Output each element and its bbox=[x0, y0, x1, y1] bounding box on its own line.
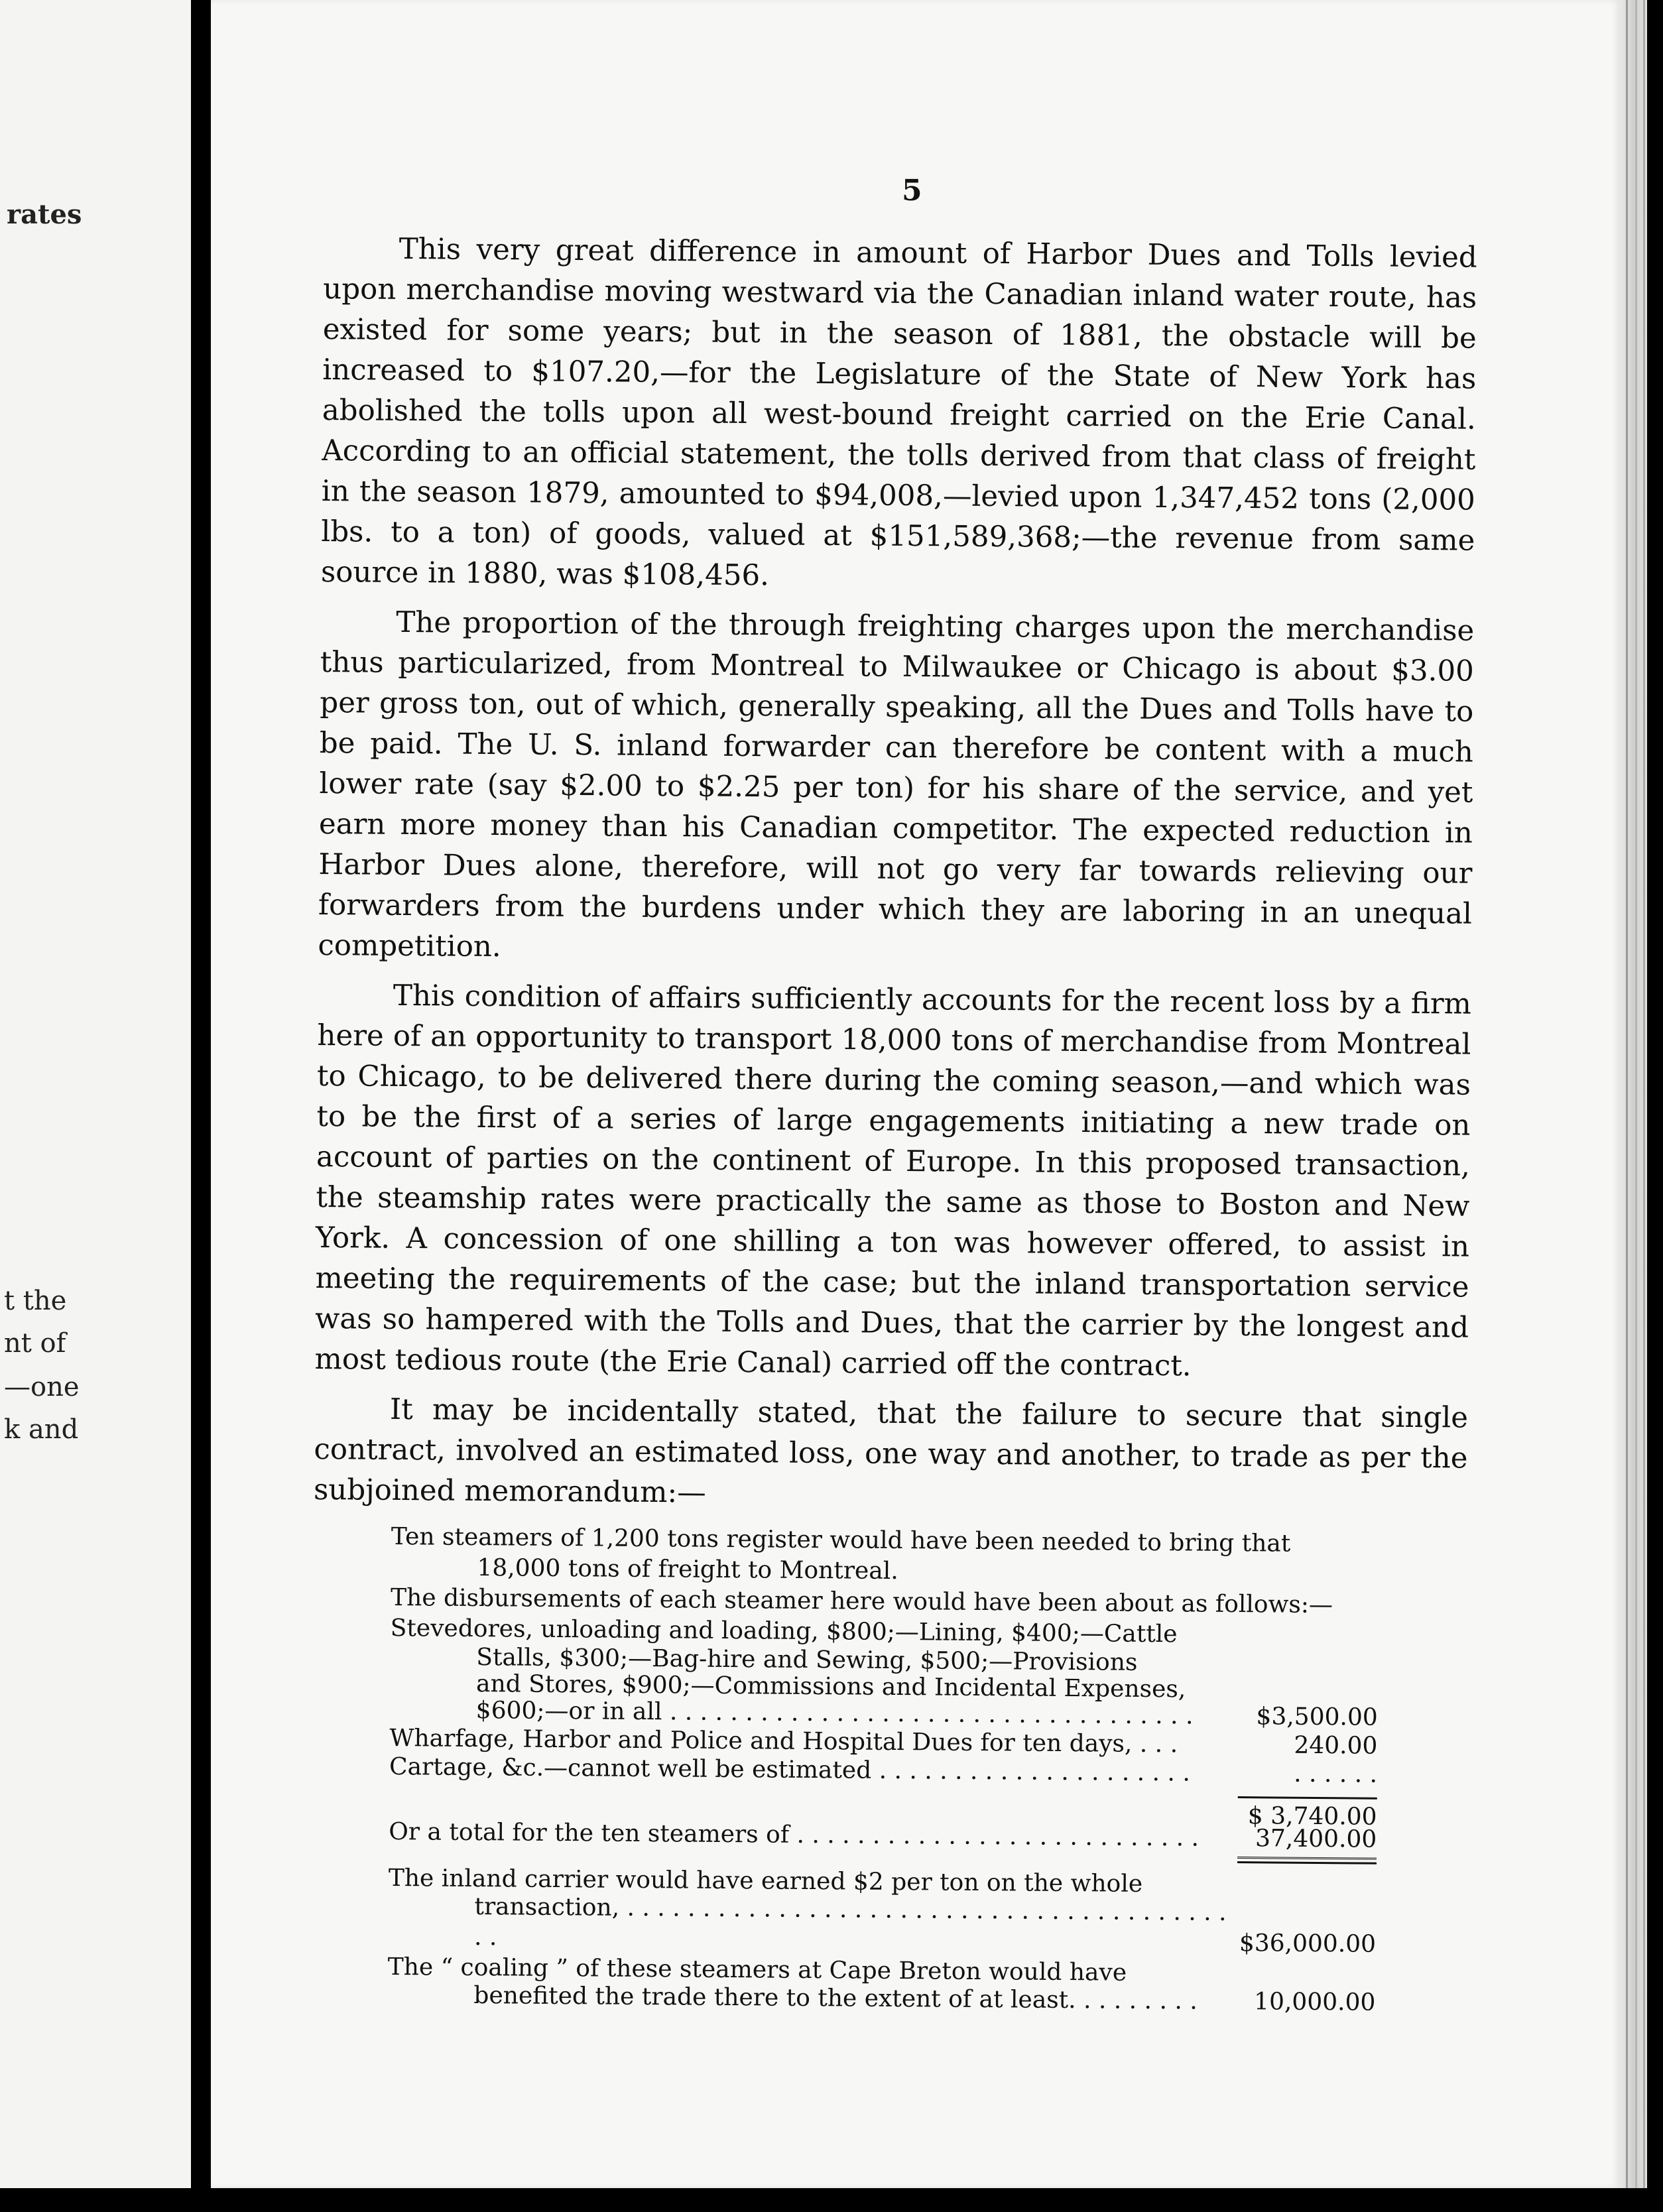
memo-stevedores-d: $600;—or in all . . . . . . . . . . . . . . . . . . . . . . . . . . . . . . . . . . . bbox=[475, 1697, 1194, 1730]
memo-steamers-needed-cont: 18,000 tons of freight to Montreal. bbox=[477, 1554, 898, 1585]
left-fragment-of: nt of bbox=[4, 1328, 66, 1359]
memo-stevedores-b: Stalls, $300;—Bag-hire and Sewing, $500;—Provisions bbox=[476, 1644, 1138, 1676]
paragraph-harbor-dues: This very great difference in amount of Harbor Dues and Tolls levied upon merchandise moving westward via the Canadian inland water route, has existed for some years; but in the season of 1881, the obstacle will be increased to $107.20,—for the Legislature of the State of New York has abolished the tolls upon all west-bound freight carried on the Erie Canal. According to an official statement, the tolls derived from that class of freight in the season 1879, amounted to $94,008,—levied upon 1,347,452 tons (2,000 lbs. to a ton) of goods, valued at $151,589,368;—the revenue from same source in 1880, was $108,456. bbox=[320, 232, 1477, 593]
paragraph-condition-of-affairs: This condition of affairs sufficiently accounts for the recent loss by a firm here of an opportunity to transport 18,000 tons of merchandise from Montreal to Chicago, to be delivered there during the coming season,—and which was to be the first of a series of large engagements initiating a new trade on account of parties on the continent of Europe. In this proposed transaction, the steamship rates were practically the same as those to Boston and New York. A concession of one shilling a ton was however offered, to assist in meeting the requirements of the case; but the inland transportation service was so hampered with the Tolls and Dues, that the carrier by the longest and most tedious route (the Erie Canal) carried off the contract. bbox=[314, 979, 1472, 1383]
memo-coaling-a: The “ coaling ” of these steamers at Cape Breton would have bbox=[387, 1953, 1127, 1987]
memo-cartage: Cartage, &c.—cannot well be estimated . . . . . . . . . . . . . . . . . . . . . bbox=[389, 1752, 1191, 1787]
memo-stevedores-a: Stevedores, unloading and loading, $800;—Lining, $400;—Cattle bbox=[390, 1614, 1178, 1648]
memo-wharfage: Wharfage, Harbor and Police and Hospital Dues for ten days, . . . bbox=[389, 1724, 1178, 1758]
memo-coaling-b: benefited the trade there to the extent of at least. . . . . . . . . bbox=[473, 1981, 1198, 2015]
memo-inland-amount: $36,000.00 bbox=[1239, 1930, 1377, 1958]
memo-coaling-amount: 10,000.00 bbox=[1253, 1988, 1376, 2016]
left-fragment-the: t the bbox=[4, 1286, 67, 1316]
left-fragment-one: —one bbox=[4, 1372, 80, 1402]
page-number: 5 bbox=[902, 174, 922, 208]
memo-total-label: Or a total for the ten steamers of . . . . . . . . . . . . . . . . . . . . . . . . . . . bbox=[389, 1817, 1200, 1852]
left-fragment-and: k and bbox=[4, 1414, 79, 1445]
memo-inland-a: The inland carrier would have earned $2 per ton on the whole bbox=[388, 1864, 1143, 1898]
memo-disbursements: The disbursements of each steamer here would have been about as follows:— bbox=[390, 1583, 1333, 1619]
bottom-border bbox=[0, 2188, 1663, 2212]
memo-wharfage-amount: 240.00 bbox=[1294, 1731, 1378, 1760]
memo-inland-b: transaction, . . . . . . . . . . . . . . . . . . . . . . . . . . . . . . . . . . . . . . . . . . bbox=[473, 1893, 1227, 1951]
memo-total-amount: 37,400.00 bbox=[1255, 1825, 1377, 1853]
body-text bbox=[314, 229, 1477, 1529]
memo-cartage-amount: . . . . . . bbox=[1294, 1760, 1378, 1788]
right-page-edge bbox=[1621, 0, 1647, 2188]
memo-stevedores-amount: $3,500.00 bbox=[1256, 1703, 1378, 1731]
memo-stevedores-c: and Stores, $900;—Commissions and Incidental Expenses, bbox=[475, 1670, 1186, 1703]
memo-subtotal-rule bbox=[1238, 1796, 1377, 1800]
paragraph-freighting-charges: The proportion of the through freighting charges upon the merchandise thus particularized, from Montreal to Milwaukee or Chicago is about $3.00 per gross ton, out of which, generally speaking, all the Dues and Tolls have to be paid. The U. S. inland forwarder can therefore be content with a much lower rate (say $2.00 to $2.25 per ton) for his share of the service, and yet earn more money than his Canadian competitor. The expected reduction in Harbor Dues alone, therefore, will not go very far towards relieving our forwarders from the burdens under which they are laboring in an unequal competition. bbox=[318, 605, 1475, 964]
memo-subtotal: $ 3,740.00 bbox=[1247, 1802, 1377, 1831]
memo-inland-row bbox=[388, 1891, 1377, 1960]
left-page-edge bbox=[0, 0, 191, 2212]
page-gutter bbox=[191, 0, 211, 2212]
memo-steamers-needed: Ten steamers of 1,200 tons register would have been needed to bring that bbox=[391, 1523, 1291, 1558]
left-fragment-rates: rates bbox=[7, 199, 82, 230]
memo-total-double-rule bbox=[1237, 1857, 1377, 1865]
paragraph-incidentally-stated: It may be incidentally stated, that the failure to secure that single contract, involved an estimated loss, one way and another, to trade as per the subjoined memorandum:— bbox=[313, 1392, 1469, 1510]
memorandum bbox=[387, 1522, 1379, 2018]
